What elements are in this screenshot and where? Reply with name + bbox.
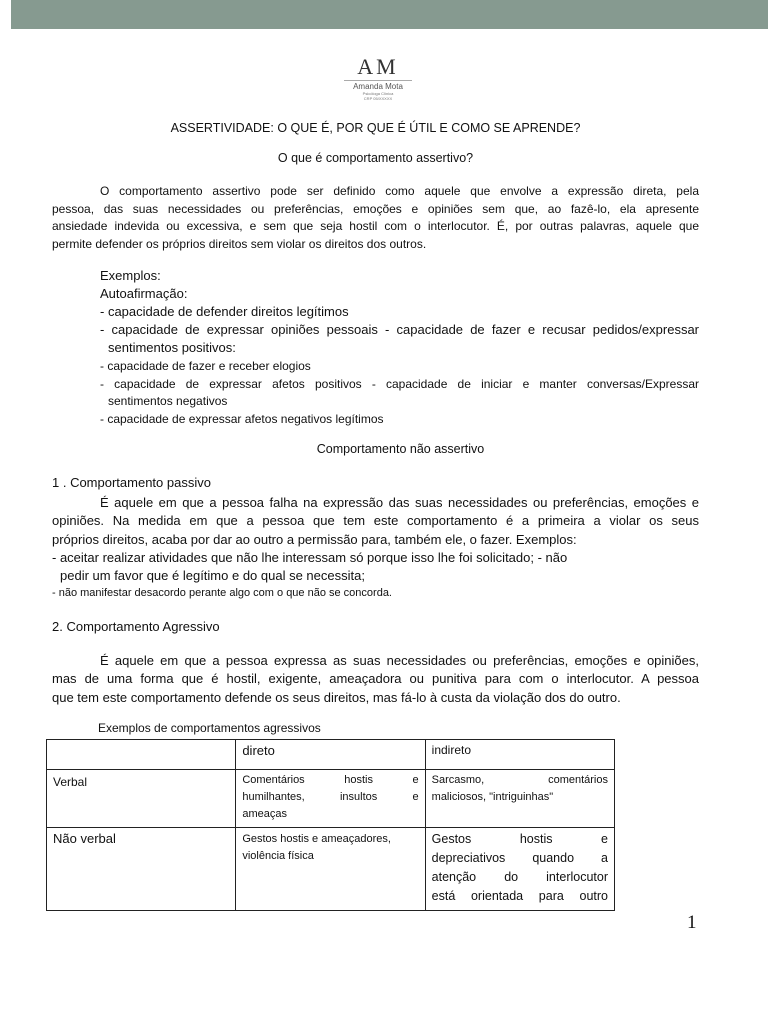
table-caption: Exemplos de comportamentos agressivos [98,721,321,735]
cell-line: depreciativos quando a [431,851,608,865]
aggressive-examples-table [46,739,615,911]
cell-line: Sarcasmo, comentários [431,774,608,786]
aggressive-paragraph [52,652,699,707]
examples-heading: Exemplos: [100,268,161,283]
passive-line: opiniões. Na medida em que a pessoa que tem este comportamento é a primeira a violar os seus [52,513,699,529]
logo-monogram: AM [357,54,399,79]
intro-line: permite defender os próprios direitos sem violar os direitos dos outros. [52,236,427,251]
aggressive-line: que tem este comportamento defende os seus direitos, mas fá-lo à custa da violação dos do outro. [52,689,621,705]
passive-line: - não manifestar desacordo perante algo com o que não se concorda. [52,587,392,599]
examples-subheading: Autoafirmação: [100,286,188,301]
intro-line: O comportamento assertivo pode ser definido como aquele que envolve a expressão direta, pela [100,184,699,198]
cell-line: violência física [242,850,314,862]
logo-registration: CRP 05/XXXXX [363,96,393,101]
intro-paragraph [52,183,699,253]
aggressive-heading: 2. Comportamento Agressivo [52,619,220,634]
cell-line: Comentários hostis e [242,774,419,786]
cell-line: está orientada para outro [431,889,608,903]
example-item: - capacidade de fazer e receber elogios [100,359,311,373]
table-cell [425,828,614,911]
passive-line: pedir um favor que é legítimo e do qual se necessita; [60,568,365,584]
top-color-bar [11,0,768,29]
table-header-row [47,740,615,770]
cell-line: atenção do interlocutor [431,870,608,884]
passive-line: próprios direitos, acaba por dar ao outro a permissão para, também ele, o fazer. Exemplos: [52,531,577,547]
example-item: sentimentos negativos [108,394,228,408]
section-heading-non-assertive: Comportamento não assertivo [316,442,485,456]
example-item: sentimentos positivos: [108,340,236,355]
page-number: 1 [687,912,697,933]
passive-line: - aceitar realizar atividades que não lhe interessam só porque isso lhe foi solicitado; - não [52,549,568,565]
section-heading-assertive: O que é comportamento assertivo? [277,151,474,165]
table-header-cell: indireto [425,740,614,770]
aggressive-line: É aquele em que a pessoa expressa as suas necessidades ou preferências, emoções e opiniões, [100,653,699,668]
passive-line: É aquele em que a pessoa falha na expressão das suas necessidades ou preferências, emoções e [100,495,699,510]
table-cell [425,770,614,828]
table-row [47,770,615,828]
example-item: - capacidade de expressar opiniões pessoais - capacidade de fazer e recusar pedidos/expressar [100,322,699,337]
table-row-label: Não verbal [47,828,236,911]
intro-line: ansiedade indevida ou excessiva, e sem que seja hostil com o interlocutor. É, por outras palavras, aquele que [52,219,699,233]
example-item: - capacidade de defender direitos legítimos [100,304,349,319]
table-cell [236,828,425,911]
cell-line: Gestos hostis e ameaçadores, [242,833,391,845]
intro-line: pessoa, das suas necessidades ou preferências, emoções e opiniões sem que, ao fazê-lo, ela apresente [52,201,699,216]
logo-subtitle: Psicóloga Clínica [362,91,394,96]
table-cell [236,770,425,828]
document-title: ASSERTIVIDADE: O QUE É, POR QUE É ÚTIL E COMO SE APRENDE? [170,121,581,135]
example-item: - capacidade de expressar afetos positivos - capacidade de iniciar e manter conversas/Expressar [100,376,699,391]
table-header-cell [47,740,236,770]
table-row-label: Verbal [47,770,236,828]
table-header-cell: direto [236,740,425,770]
examples-list-continued [100,358,699,428]
table-row [47,828,615,911]
examples-list [100,267,699,357]
cell-line: Gestos hostis e [431,832,608,846]
amanda-mota-logo [338,54,418,108]
aggressive-line: mas de uma forma que é hostil, exigente, ameaçadora ou punitiva para com o interlocutor. A pessoa [52,671,699,687]
example-item: - capacidade de expressar afetos negativos legítimos [100,411,384,426]
passive-heading: 1 . Comportamento passivo [52,475,211,490]
cell-line: humilhantes, insultos e [242,791,419,803]
cell-line: maliciosos, "intriguinhas" [431,791,554,803]
passive-paragraph [52,494,699,585]
cell-line: ameaças [242,808,287,820]
logo-name: Amanda Mota [344,80,412,91]
